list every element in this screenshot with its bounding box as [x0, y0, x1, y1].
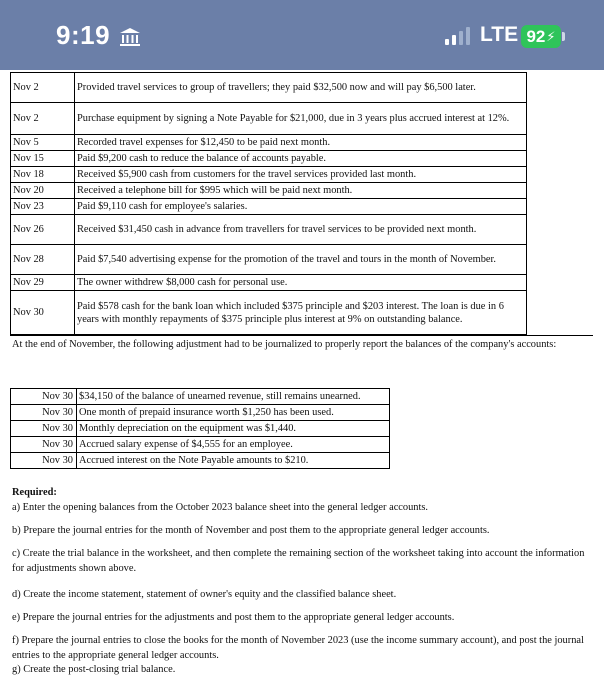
transaction-row — [11, 245, 527, 275]
transaction-description: Paid $9,110 cash for employee's salaries. — [75, 199, 527, 215]
transaction-date: Nov 20 — [11, 183, 75, 199]
required-item-g: g) Create the post-closing trial balance. — [12, 664, 176, 675]
adjustment-row — [11, 405, 390, 421]
transaction-date: Nov 26 — [11, 215, 75, 245]
network-type: LTE — [480, 23, 519, 46]
transaction-date: Nov 29 — [11, 275, 75, 291]
required-item-a: a) Enter the opening balances from the October 2023 balance sheet into the general ledger accounts. — [12, 502, 429, 513]
transaction-date: Nov 15 — [11, 151, 75, 167]
adjustment-date: Nov 30 — [11, 405, 77, 421]
required-heading: Required: — [12, 487, 57, 498]
transactions-table — [10, 72, 527, 335]
transaction-date: Nov 30 — [11, 291, 75, 335]
adjustment-description: Accrued salary expense of $4,555 for an employee. — [77, 437, 390, 453]
transaction-date: Nov 5 — [11, 135, 75, 151]
required-item-c: c) Create the trial balance in the worksheet, and then complete the remaining section of the worksheet taking into account the information for adjustments shown above. — [12, 548, 585, 574]
transaction-row — [11, 291, 527, 335]
transaction-date: Nov 18 — [11, 167, 75, 183]
transaction-date: Nov 2 — [11, 73, 75, 103]
adjustment-description: Accrued interest on the Note Payable amounts to $210. — [77, 453, 390, 469]
charging-bolt-icon: ⚡ — [546, 28, 556, 44]
cellular-signal-icon — [444, 26, 472, 46]
adjustment-date: Nov 30 — [11, 421, 77, 437]
required-item-d: d) Create the income statement, statement of owner's equity and the classified balance sheet. — [12, 589, 397, 600]
transaction-date: Nov 28 — [11, 245, 75, 275]
adjustment-row — [11, 389, 390, 405]
transaction-row — [11, 199, 527, 215]
transaction-row — [11, 215, 527, 245]
adjustment-description: One month of prepaid insurance worth $1,250 has been used. — [77, 405, 390, 421]
adjustment-date: Nov 30 — [11, 437, 77, 453]
transaction-row — [11, 103, 527, 135]
battery-cap — [562, 32, 565, 41]
transaction-description: Received $31,450 cash in advance from travellers for travel services to be provided next month. — [75, 215, 527, 245]
transaction-row — [11, 275, 527, 291]
transaction-row — [11, 73, 527, 103]
transaction-description: Received $5,900 cash from customers for the travel services provided last month. — [75, 167, 527, 183]
transaction-description: Paid $578 cash for the bank loan which included $375 principle and $203 interest. The loan is due in 6 years with monthly repayments of $375 principle plus interest at 9% on outstanding balance. — [75, 291, 527, 335]
bank-icon — [119, 27, 141, 47]
adjustment-date: Nov 30 — [11, 453, 77, 469]
transaction-description: The owner withdrew $8,000 cash for personal use. — [75, 275, 527, 291]
divider-line — [10, 335, 593, 336]
transaction-description: Paid $9,200 cash to reduce the balance of accounts payable. — [75, 151, 527, 167]
clock-time: 9:19 — [56, 20, 111, 50]
adjustment-intro: At the end of November, the following adjustment had to be journalized to properly report the balances of the company's accounts: — [12, 339, 557, 350]
adjustments-table — [10, 388, 390, 469]
transaction-description: Received a telephone bill for $995 which will be paid next month. — [75, 183, 527, 199]
transaction-row — [11, 135, 527, 151]
status-bar — [0, 0, 604, 70]
transaction-row — [11, 167, 527, 183]
adjustment-row — [11, 453, 390, 469]
transaction-date: Nov 2 — [11, 103, 75, 135]
transaction-description: Purchase equipment by signing a Note Payable for $21,000, due in 3 years plus accrued interest at 12%. — [75, 103, 527, 135]
required-item-f: f) Prepare the journal entries to close the books for the month of November 2023 (use the income summary account), and post the journal entries to the appropriate general ledger accounts. — [12, 635, 584, 661]
transaction-description: Provided travel services to group of travellers; they paid $32,500 now and will pay $6,500 later. — [75, 73, 527, 103]
adjustment-description: $34,150 of the balance of unearned revenue, still remains unearned. — [77, 389, 390, 405]
battery-level: 92 — [526, 26, 546, 46]
adjustment-description: Monthly depreciation on the equipment was $1,440. — [77, 421, 390, 437]
transaction-row — [11, 151, 527, 167]
transaction-description: Paid $7,540 advertising expense for the promotion of the travel and tours in the month of November. — [75, 245, 527, 275]
transaction-row — [11, 183, 527, 199]
required-item-e: e) Prepare the journal entries for the adjustments and post them to the appropriate general ledger accounts. — [12, 612, 455, 623]
adjustment-row — [11, 437, 390, 453]
adjustment-row — [11, 421, 390, 437]
transaction-description: Recorded travel expenses for $12,450 to be paid next month. — [75, 135, 527, 151]
battery-indicator — [521, 25, 561, 48]
transaction-date: Nov 23 — [11, 199, 75, 215]
required-item-b: b) Prepare the journal entries for the month of November and post them to the appropriate general ledger accounts. — [12, 525, 490, 536]
adjustment-date: Nov 30 — [11, 389, 77, 405]
